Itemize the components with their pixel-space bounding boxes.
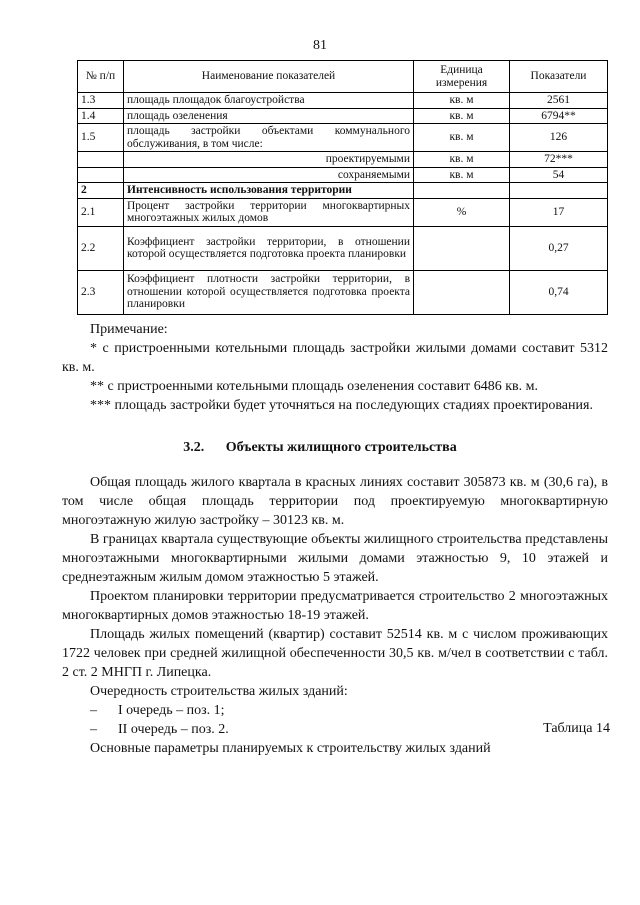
dash-bullet: – [90, 703, 97, 718]
table-row [78, 108, 608, 124]
section-heading [0, 440, 640, 456]
paragraph: Очередность строительства жилых зданий: [90, 684, 348, 699]
row-value: 17 [510, 198, 608, 226]
row-number: 1.5 [78, 124, 124, 152]
notes-block [62, 320, 608, 415]
row-name: проектируемыми [124, 152, 414, 168]
row-unit: % [414, 198, 510, 226]
row-number [78, 167, 124, 183]
table-row [78, 152, 608, 168]
note-2: ** с пристроенными котельными площадь озеленения составит 6486 кв. м. [90, 379, 539, 394]
table-row [78, 93, 608, 109]
row-name: площадь озеленения [124, 108, 414, 124]
row-unit: кв. м [414, 167, 510, 183]
list-item-text: II очередь – поз. 2. [118, 722, 229, 737]
section-title: Объекты жилищного строительства [225, 440, 457, 455]
row-number [78, 152, 124, 168]
list-item-text: I очередь – поз. 1; [118, 703, 225, 718]
row-name: площадь застройки объектами коммунального обслуживания, в том числе: [124, 124, 414, 152]
row-unit: кв. м [414, 93, 510, 109]
row-number: 2.3 [78, 270, 124, 314]
row-value: 2561 [510, 93, 608, 109]
header-value: Показатели [510, 61, 608, 93]
dash-bullet: – [90, 722, 97, 737]
row-name: сохраняемыми [124, 167, 414, 183]
table-caption: Основные параметры планируемых к строительству жилых зданий [90, 741, 491, 756]
row-value: 72*** [510, 152, 608, 168]
table-label: Таблица 14 [543, 721, 610, 736]
paragraph: Площадь жилых помещений (квартир) составит 52514 кв. м с числом проживающих 1722 человек при средней жилищной обеспеченности 30,5 кв. м/чел в соответствии с табл. 2 ст. 2 МНГП г. Липецка. [62, 627, 608, 680]
row-number: 2.2 [78, 226, 124, 270]
page-number: 81 [313, 38, 327, 53]
row-unit [414, 183, 510, 199]
table-row [78, 226, 608, 270]
header-name: Наименование показателей [124, 61, 414, 93]
header-number: № п/п [78, 61, 124, 93]
body-text [62, 473, 608, 739]
paragraph: В границах квартала существующие объекты жилищного строительства представлены многоэтажными многоквартирными жилыми домами этажностью 9, 10 этажей и среднеэтажным жилым домом этажностью 5 этажей. [62, 532, 608, 585]
row-value [510, 183, 608, 199]
notes-title: Примечание: [90, 322, 168, 337]
row-name: Процент застройки территории многоквартирных многоэтажных жилых домов [124, 198, 414, 226]
row-number: 1.3 [78, 93, 124, 109]
table-row [78, 198, 608, 226]
row-value: 6794** [510, 108, 608, 124]
row-value: 54 [510, 167, 608, 183]
table-row [78, 270, 608, 314]
table-row [78, 167, 608, 183]
indicators-table [77, 60, 608, 315]
note-3: *** площадь застройки будет уточняться на последующих стадиях проектирования. [90, 398, 593, 413]
table-header-row [78, 61, 608, 93]
row-name: Интенсивность использования территории [124, 183, 414, 199]
paragraph: Общая площадь жилого квартала в красных линиях составит 305873 кв. м (30,6 га), в том числе общая площадь территории под проектируемую многоквартирную многоэтажную жилую застройку – 30123 кв. м. [62, 475, 608, 528]
section-number: 3.2. [183, 440, 205, 455]
row-value: 0,74 [510, 270, 608, 314]
list-item [62, 720, 608, 739]
row-unit: кв. м [414, 124, 510, 152]
row-unit [414, 226, 510, 270]
table-row [78, 124, 608, 152]
list-item [62, 701, 608, 720]
row-name: Коэффициент плотности застройки территории, в отношении которой осуществляется подготовка проекта планировки [124, 270, 414, 314]
row-unit [414, 270, 510, 314]
table-row-section [78, 183, 608, 199]
paragraph: Проектом планировки территории предусматривается строительство 2 многоэтажных многоквартирных домов этажностью 18-19 этажей. [62, 589, 608, 623]
header-unit: Единица измерения [414, 61, 510, 93]
row-number: 2 [78, 183, 124, 199]
note-1: * с пристроенными котельными площадь застройки жилыми домами составит 5312 кв. м. [62, 341, 608, 375]
row-value: 0,27 [510, 226, 608, 270]
row-name: площадь площадок благоустройства [124, 93, 414, 109]
row-unit: кв. м [414, 152, 510, 168]
row-value: 126 [510, 124, 608, 152]
row-number: 1.4 [78, 108, 124, 124]
row-unit: кв. м [414, 108, 510, 124]
row-name: Коэффициент застройки территории, в отношении которой осуществляется подготовка проекта планировки [124, 226, 414, 270]
row-number: 2.1 [78, 198, 124, 226]
